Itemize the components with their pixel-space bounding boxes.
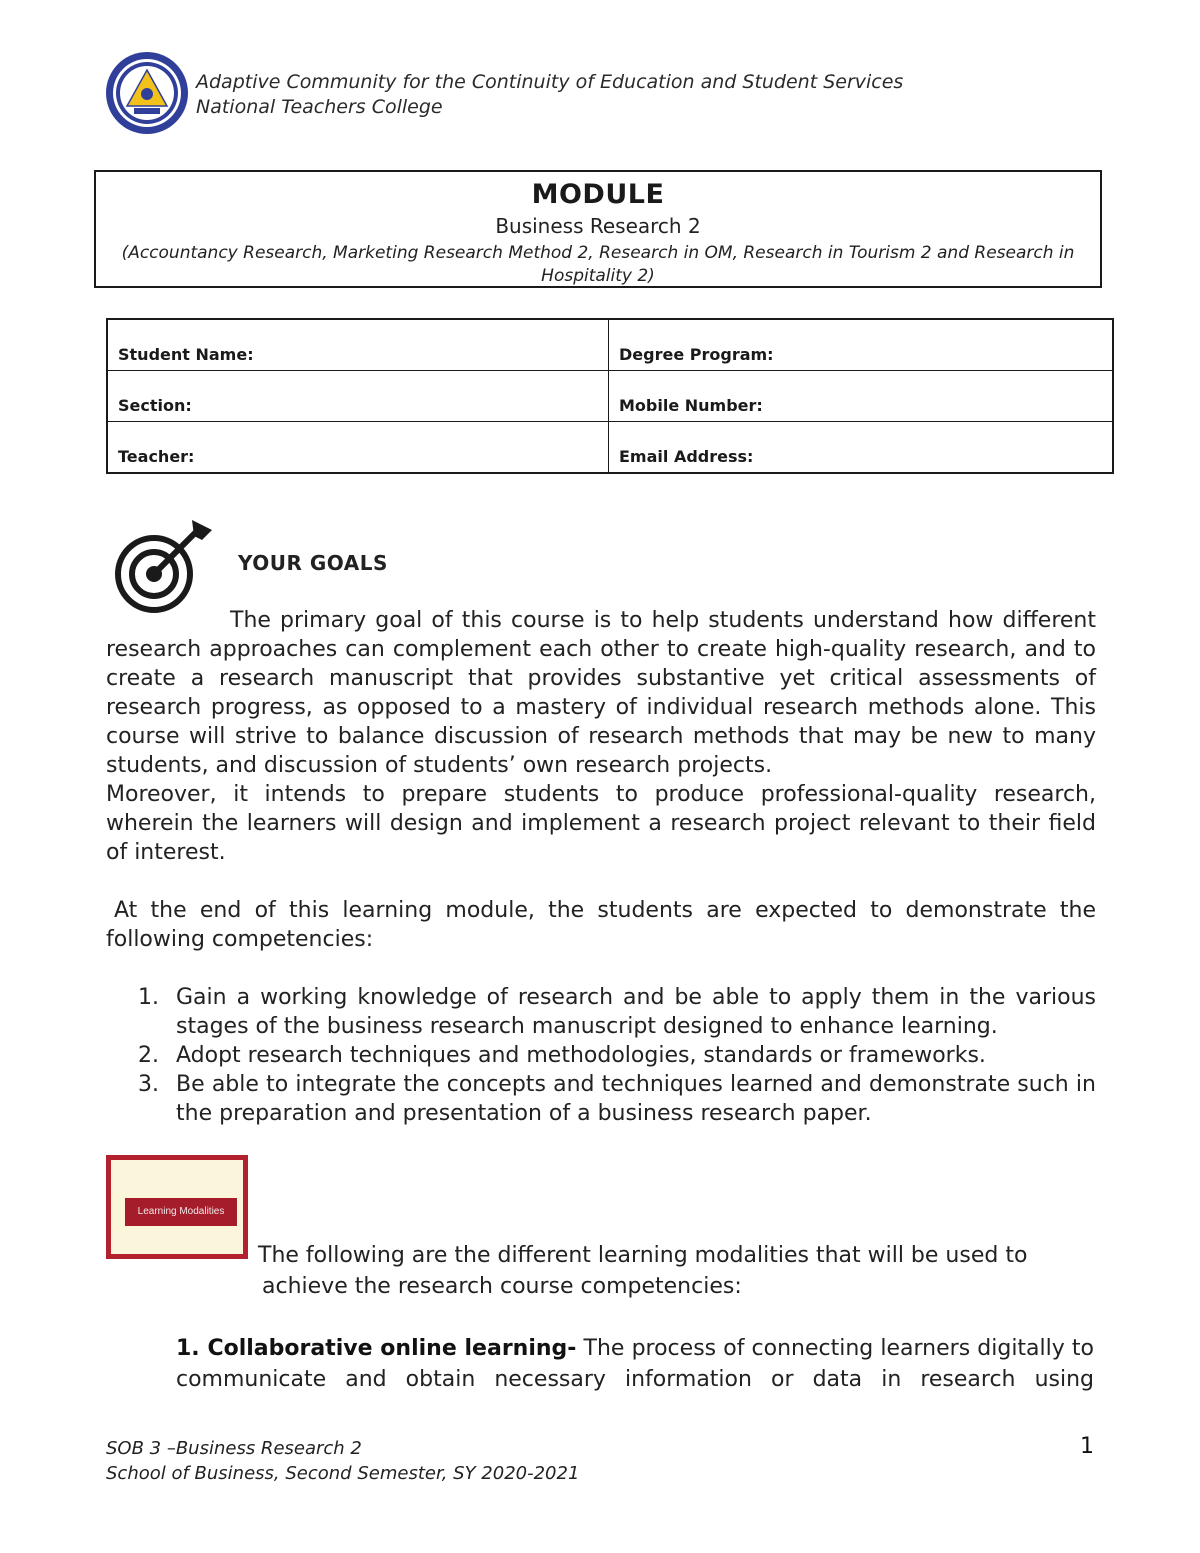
badge-label: Learning Modalities [125, 1198, 237, 1226]
page-footer [106, 1436, 579, 1486]
header-line-2: National Teachers College [196, 96, 443, 118]
header-institution [196, 70, 903, 120]
module-subtitle: Business Research 2 [495, 214, 701, 238]
goals-paragraph-2: Moreover, it intends to prepare students to produce professional-quality research, wherein the learners will design and implement a research project relevant to their field of interest. [106, 782, 1096, 865]
table-row [107, 319, 1113, 371]
competencies-list [138, 983, 1096, 1128]
list-item-text: Be able to integrate the concepts and techniques learned and demonstrate such in the preparation and presentation of a business research paper. [176, 1072, 1096, 1126]
goals-heading: YOUR GOALS [238, 551, 388, 575]
learning-modalities-badge [106, 1155, 248, 1259]
target-arrow-icon [114, 516, 216, 616]
teacher-field[interactable]: Teacher: [107, 422, 609, 474]
goals-paragraph-3: At the end of this learning module, the students are expected to demonstrate the following competencies: [106, 898, 1096, 952]
list-item [138, 1041, 1096, 1070]
section-field[interactable]: Section: [107, 371, 609, 422]
table-row [107, 371, 1113, 422]
goals-paragraph-1: The primary goal of this course is to help students understand how different research approaches can complement each other to create high-quality research, and to create a research manuscript that provides substantive yet critical assessments of research progress, as opposed to a mastery of individual research methods alone. This course will strive to balance discussion of research methods that may be new to many students, and discussion of students’ own research projects. [106, 608, 1096, 778]
list-item-text: Adopt research techniques and methodologies, standards or frameworks. [176, 1043, 986, 1068]
modalities-intro-line-1: The following are the different learning modalities that will be used to [258, 1243, 1028, 1268]
modalities-intro [258, 1240, 1098, 1302]
list-item-number: 2. [138, 1043, 159, 1068]
list-item-number: 3. [138, 1072, 159, 1097]
modality-item-title: 1. Collaborative online learning- [176, 1336, 577, 1361]
modality-item-1 [176, 1333, 1094, 1395]
student-name-field[interactable]: Student Name: [107, 319, 609, 371]
module-description: (Accountancy Research, Marketing Research Method 2, Research in OM, Research in Tourism 2 and Research in Hospitality 2) [121, 243, 1075, 286]
degree-program-field[interactable]: Degree Program: [609, 319, 1114, 371]
module-title-box [94, 170, 1102, 288]
list-item [138, 1070, 1096, 1128]
module-title: MODULE [531, 179, 665, 210]
header-line-1: Adaptive Community for the Continuity of Education and Student Services [196, 71, 904, 93]
table-row [107, 422, 1113, 474]
modalities-intro-line-2: achieve the research course competencies: [262, 1274, 742, 1299]
footer-school: School of Business, Second Semester, SY 2020-2021 [106, 1463, 580, 1484]
student-info-table [106, 318, 1114, 474]
list-item-text: Gain a working knowledge of research and be able to apply them in the various stages of the business research manuscript designed to enhance learning. [176, 985, 1096, 1039]
page-number: 1 [1080, 1434, 1094, 1459]
college-seal-icon [104, 50, 190, 136]
list-item [138, 983, 1096, 1041]
email-address-field[interactable]: Email Address: [609, 422, 1114, 474]
footer-course: SOB 3 –Business Research 2 [106, 1438, 362, 1459]
mobile-number-field[interactable]: Mobile Number: [609, 371, 1114, 422]
badge-panel [111, 1160, 243, 1254]
list-item-number: 1. [138, 985, 159, 1010]
modality-item-text: The process of connecting learners digitally to communicate and obtain necessary information or data in research using [176, 1336, 1094, 1392]
